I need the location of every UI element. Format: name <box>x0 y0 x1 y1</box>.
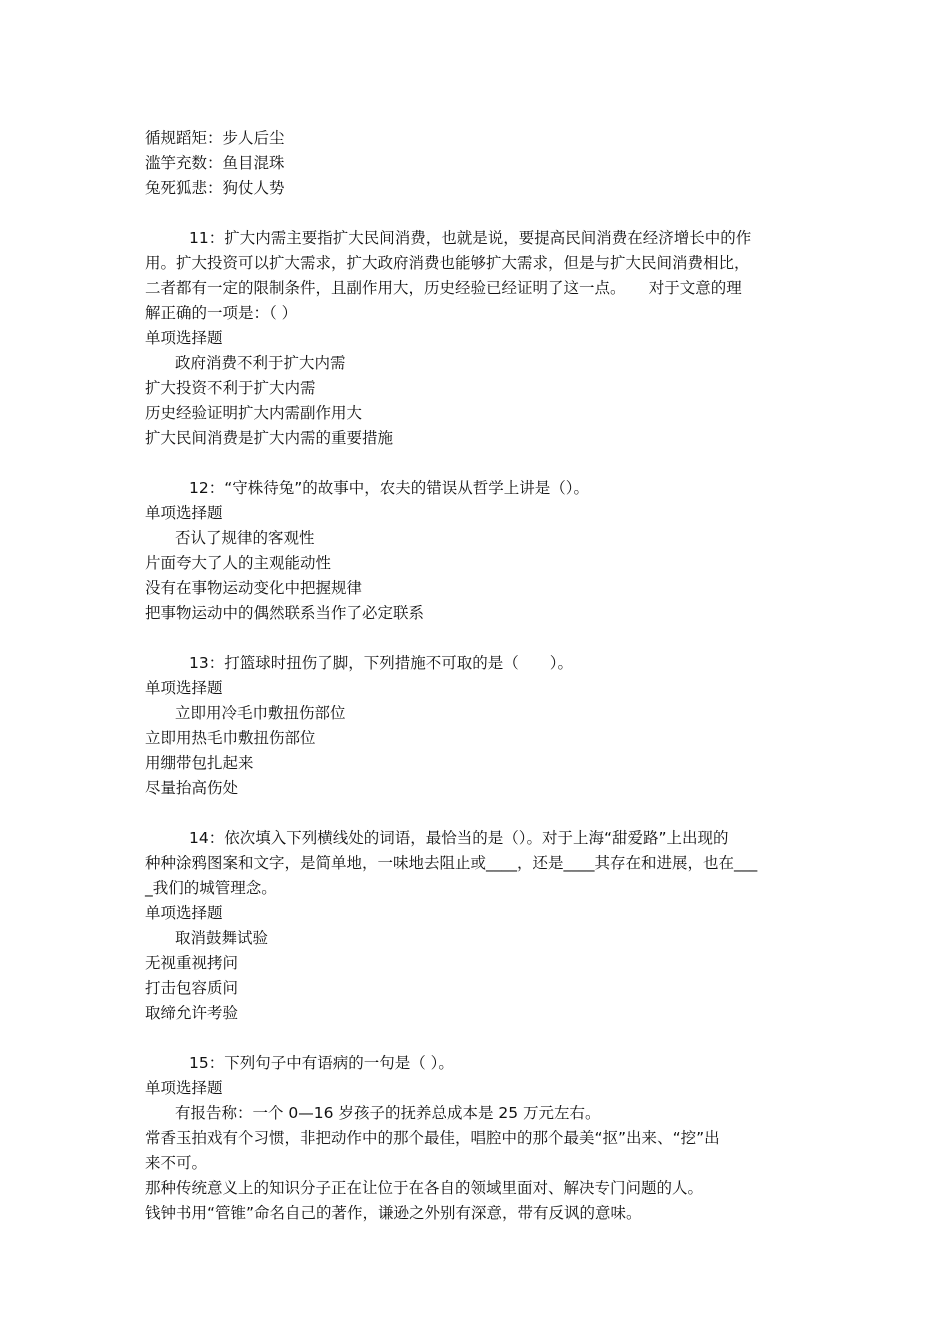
question-type: 单项选择题 <box>145 329 223 347</box>
answer-option[interactable]: 扩大投资不利于扩大内需 <box>145 379 316 397</box>
question-stem-line: 15：下列句子中有语病的一句是（ ）。 <box>189 1054 454 1072</box>
question-stem-line: 用。扩大投资可以扩大需求，扩大政府消费也能够扩大需求，但是与扩大民间消费相比， <box>145 254 750 272</box>
idiom-line: 滥竽充数：鱼目混珠 <box>145 154 285 172</box>
answer-option[interactable]: 那种传统意义上的知识分子正在让位于在各自的领域里面对、解决专门问题的人。 <box>145 1179 704 1197</box>
question-stem-line: 14：依次填入下列横线处的词语，最恰当的是（）。对于上海“甜爱路”上出现的 <box>189 829 729 847</box>
idiom-line: 循规蹈矩：步人后尘 <box>145 129 285 147</box>
question-type: 单项选择题 <box>145 504 223 522</box>
answer-option[interactable]: 有报告称：一个 0—16 岁孩子的抚养总成本是 25 万元左右。 <box>175 1104 601 1122</box>
answer-option-continuation[interactable]: 来不可。 <box>145 1154 208 1172</box>
question-number: 11： <box>189 229 225 247</box>
question-13 <box>145 651 810 801</box>
question-stem-line: 解正确的一项是：（ ） <box>145 304 298 322</box>
idiom-line: 兔死狐悲：狗仗人势 <box>145 179 285 197</box>
question-stem-line: 11：扩大内需主要指扩大民间消费，也就是说，要提高民间消费在经济增长中的作 <box>189 229 752 247</box>
question-14 <box>145 826 810 1026</box>
question-type: 单项选择题 <box>145 679 223 697</box>
answer-option[interactable]: 钱钟书用“管锥”命名自己的著作，谦逊之外别有深意，带有反讽的意味。 <box>145 1204 642 1222</box>
question-stem-line: _我们的城管理念。 <box>145 879 277 897</box>
question-stem-line: 13：打篮球时扭伤了脚，下列措施不可取的是（ ）。 <box>189 654 573 672</box>
answer-option[interactable]: 立即用冷毛巾敷扭伤部位 <box>175 704 346 722</box>
answer-option[interactable]: 无视重视拷问 <box>145 954 239 972</box>
answer-option[interactable]: 片面夸大了人的主观能动性 <box>145 554 332 572</box>
question-15 <box>145 1051 810 1226</box>
question-stem-line: 二者都有一定的限制条件，且副作用大，历史经验已经证明了这一点。 对于文意的理 <box>145 279 742 297</box>
question-stem-line: 12：“守株待兔”的故事中，农夫的错误从哲学上讲是（）。 <box>189 479 590 497</box>
idiom-list <box>145 126 810 201</box>
answer-option[interactable]: 常香玉拍戏有个习惯，非把动作中的那个最佳，唱腔中的那个最美“抠”出来、“挖”出 <box>145 1129 720 1147</box>
answer-option[interactable]: 取消鼓舞试验 <box>175 929 269 947</box>
answer-option[interactable]: 没有在事物运动变化中把握规律 <box>145 579 363 597</box>
question-number: 14： <box>189 829 225 847</box>
answer-option[interactable]: 立即用热毛巾敷扭伤部位 <box>145 729 316 747</box>
question-number: 13： <box>189 654 225 672</box>
answer-option[interactable]: 政府消费不利于扩大内需 <box>175 354 346 372</box>
answer-option[interactable]: 否认了规律的客观性 <box>175 529 315 547</box>
question-number: 15： <box>189 1054 225 1072</box>
answer-option[interactable]: 打击包容质问 <box>145 979 239 997</box>
document-content <box>145 126 810 1226</box>
question-12 <box>145 476 810 626</box>
question-stem-line: 种种涂鸦图案和文字，是简单地，一味地去阻止或____，还是____其存在和进展，也在___ <box>145 854 758 872</box>
answer-option[interactable]: 把事物运动中的偶然联系当作了必定联系 <box>145 604 425 622</box>
answer-option[interactable]: 尽量抬高伤处 <box>145 779 239 797</box>
question-11 <box>145 226 810 451</box>
answer-option[interactable]: 扩大民间消费是扩大内需的重要措施 <box>145 429 394 447</box>
answer-option[interactable]: 用绷带包扎起来 <box>145 754 254 772</box>
answer-option[interactable]: 取缔允许考验 <box>145 1004 239 1022</box>
answer-option[interactable]: 历史经验证明扩大内需副作用大 <box>145 404 363 422</box>
question-type: 单项选择题 <box>145 904 223 922</box>
question-number: 12： <box>189 479 225 497</box>
question-type: 单项选择题 <box>145 1079 223 1097</box>
